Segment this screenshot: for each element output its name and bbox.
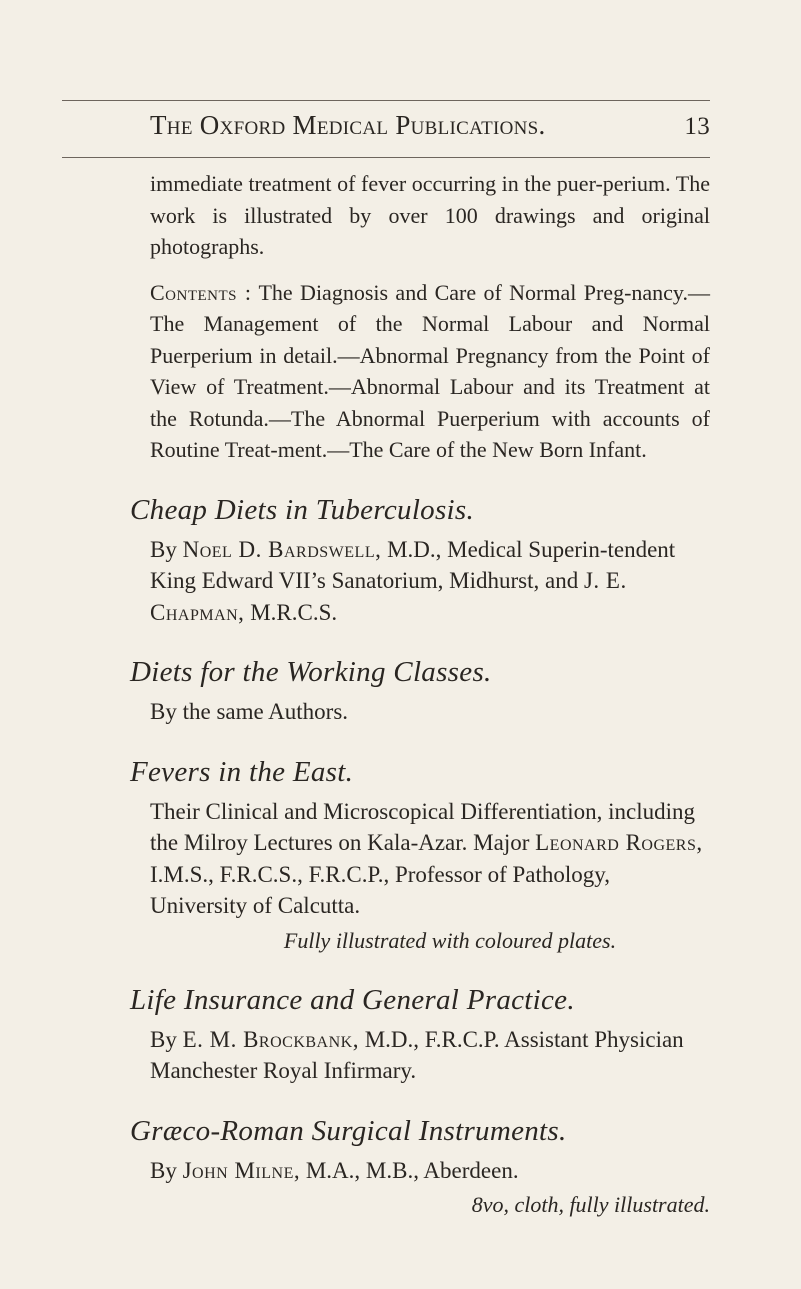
author-name: E. M. Brockbank,: [182, 1026, 359, 1052]
entry-description: By the same Authors.: [150, 699, 349, 724]
entry-cheap-diets: [130, 492, 710, 629]
header-rule-top: [62, 100, 710, 101]
running-head-title: The Oxford Medical Publications.: [150, 110, 546, 140]
entry-description: Their Clinical and Microscopical Differentiation, including the Milroy Lectures on Kala-Azar. Major Leonard Rogers, I.M.S., F.R.C.S., F.R.C.P., Professor of Pathology, University of Calcutta.: [150, 798, 703, 918]
author-name: Leonard Rogers,: [535, 830, 703, 855]
entry-title: Diets for the Working Classes.: [130, 656, 492, 688]
page-body: [130, 168, 711, 1220]
entry-fevers-east: [130, 754, 710, 956]
running-head: [150, 110, 710, 141]
entry-title: Fevers in the East.: [130, 755, 354, 788]
author-name: John Milne,: [182, 1157, 301, 1183]
contents-paragraph: [150, 277, 710, 466]
entry-working-classes: [130, 654, 710, 728]
entry-description: By E. M. Brockbank, M.D., F.R.C.P. Assistant Physician Manchester Royal Infirmary.: [150, 1026, 684, 1083]
entry-note: Fully illustrated with coloured plates.: [283, 927, 617, 953]
author-name: J. E. Chapman,: [150, 568, 627, 625]
entry-title: Cheap Diets in Tuberculosis.: [130, 493, 475, 526]
entry-title: Græco-Roman Surgical Instruments.: [130, 1114, 567, 1147]
entry-graeco-roman: [130, 1113, 710, 1221]
contents-label: Contents :: [150, 279, 252, 305]
entry-life-insurance: [130, 982, 710, 1087]
header-rule-bottom: [62, 157, 710, 158]
page-number: 13: [684, 113, 710, 140]
entry-description: By John Milne, M.A., M.B., Aberdeen.: [150, 1157, 519, 1183]
entry-note: 8vo, cloth, fully illustrated.: [471, 1192, 710, 1217]
entry-description: By Noel D. Bardswell, M.D., Medical Superin-tendent King Edward VII’s Sanatorium, Midhurst, and J. E. Chapman, M.R.C.S.: [150, 536, 676, 625]
entry-title: Life Insurance and General Practice.: [130, 983, 575, 1016]
author-name: Noel D. Bardswell,: [182, 536, 382, 562]
continuation-paragraph: immediate treatment of fever occurring in the puer-perium. The work is illustrated by over 100 drawings and original photographs.: [150, 171, 710, 259]
contents-text: The Diagnosis and Care of Normal Preg-nancy.—The Management of the Normal Labour and Normal Puerperium in detail.—Abnormal Pregnancy from the Point of View of Treatment.—Abnormal Labour and its Treatment at the Rotunda.—The Abnormal Puerperium with accounts of Routine Treat-ment.—The Care of the New Born Infant.: [150, 279, 711, 462]
